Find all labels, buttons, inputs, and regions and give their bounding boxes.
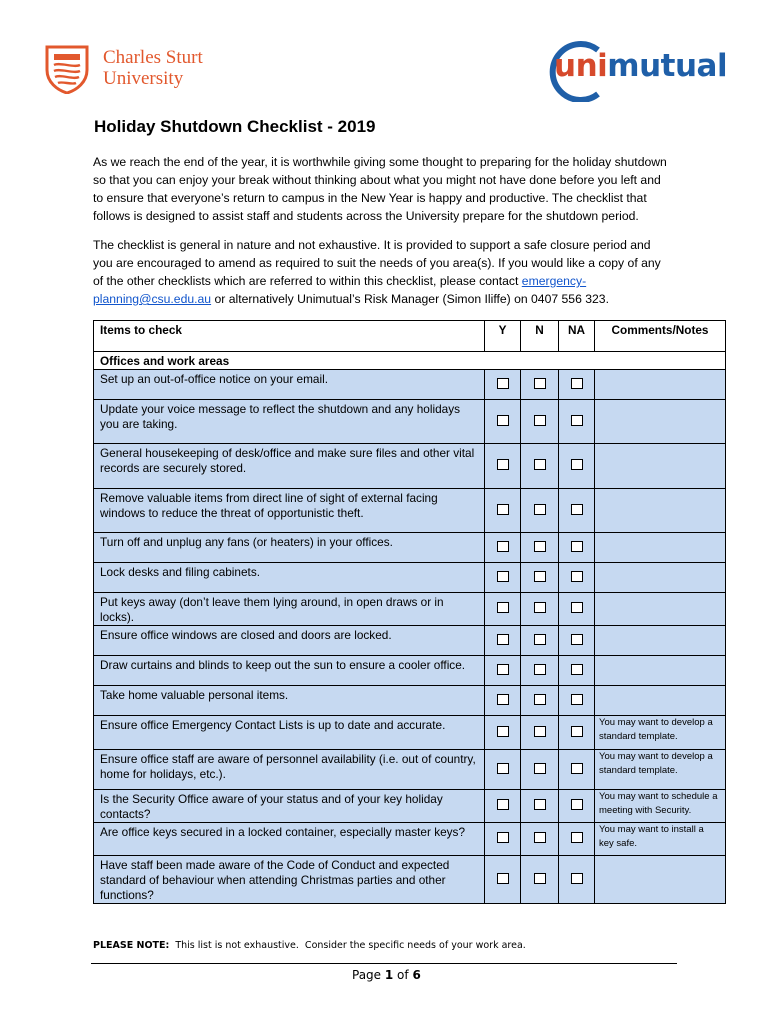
checklist-item-text: Lock desks and filing cabinets. xyxy=(94,563,485,593)
page-number xyxy=(352,968,421,982)
checkbox-na[interactable] xyxy=(571,664,583,675)
checklist-item-text: Update your voice message to reflect the shutdown and any holidays you are taking. xyxy=(94,400,485,444)
table-header-row xyxy=(94,321,726,352)
checkbox-cell-na xyxy=(559,489,595,533)
comments-cell xyxy=(595,656,726,686)
checkbox-na[interactable] xyxy=(571,763,583,774)
header-y: Y xyxy=(485,321,521,352)
checkbox-y[interactable] xyxy=(497,634,509,645)
footer-note-text: This list is not exhaustive. Consider the specific needs of your work area. xyxy=(169,940,526,951)
unimutual-wordmark-mutual: mutual xyxy=(607,48,728,84)
comments-cell: You may want to install a key safe. xyxy=(595,823,726,856)
checkbox-n[interactable] xyxy=(534,763,546,774)
checkbox-cell-n xyxy=(521,750,559,790)
comments-cell xyxy=(595,563,726,593)
checkbox-cell-na xyxy=(559,593,595,626)
checkbox-cell-y xyxy=(485,533,521,563)
checkbox-na[interactable] xyxy=(571,504,583,515)
table-row xyxy=(94,400,726,444)
table-row xyxy=(94,533,726,563)
checkbox-na[interactable] xyxy=(571,415,583,426)
checkbox-cell-na xyxy=(559,656,595,686)
checkbox-n[interactable] xyxy=(534,504,546,515)
comments-cell xyxy=(595,626,726,656)
checkbox-n[interactable] xyxy=(534,571,546,582)
comments-cell xyxy=(595,489,726,533)
comments-cell: You may want to schedule a meeting with Security. xyxy=(595,790,726,823)
checkbox-cell-n xyxy=(521,656,559,686)
checkbox-y[interactable] xyxy=(497,415,509,426)
comments-cell: You may want to develop a standard template. xyxy=(595,750,726,790)
table-row xyxy=(94,489,726,533)
table-row xyxy=(94,370,726,400)
checkbox-cell-y xyxy=(485,750,521,790)
checkbox-na[interactable] xyxy=(571,459,583,470)
comments-cell xyxy=(595,856,726,904)
checkbox-cell-na xyxy=(559,533,595,563)
checkbox-cell-y xyxy=(485,716,521,750)
page-total: 6 xyxy=(412,968,421,982)
instructions-text: The checklist is general in nature and not exhaustive. It is provided to support a safe closure period and you are encouraged to amend as required to suit the needs of you area(s). If you would like a copy of any of the other checklists which are referred to within this checklist, please contact xyxy=(93,238,661,288)
page-word: Page xyxy=(352,968,385,982)
checkbox-na[interactable] xyxy=(571,873,583,884)
checkbox-cell-y xyxy=(485,489,521,533)
checkbox-y[interactable] xyxy=(497,873,509,884)
comments-cell xyxy=(595,533,726,563)
checkbox-n[interactable] xyxy=(534,664,546,675)
checkbox-na[interactable] xyxy=(571,378,583,389)
checkbox-y[interactable] xyxy=(497,726,509,737)
table-row xyxy=(94,626,726,656)
charles-sturt-university-logo xyxy=(44,44,244,94)
header-n: N xyxy=(521,321,559,352)
checkbox-y[interactable] xyxy=(497,602,509,613)
checkbox-cell-y xyxy=(485,400,521,444)
table-row xyxy=(94,750,726,790)
checkbox-cell-na xyxy=(559,444,595,489)
checkbox-cell-y xyxy=(485,656,521,686)
footer-note-label: PLEASE NOTE: xyxy=(93,940,170,951)
table-row xyxy=(94,656,726,686)
checkbox-n[interactable] xyxy=(534,415,546,426)
checkbox-n[interactable] xyxy=(534,378,546,389)
checkbox-cell-y xyxy=(485,823,521,856)
checkbox-y[interactable] xyxy=(497,832,509,843)
checklist-body xyxy=(94,352,726,904)
email-link[interactable]: emergency-planning@csu.edu.au xyxy=(93,274,587,306)
checkbox-na[interactable] xyxy=(571,694,583,705)
comments-cell xyxy=(595,686,726,716)
unimutual-wordmark-uni: uni xyxy=(554,48,608,84)
checkbox-cell-n xyxy=(521,823,559,856)
checkbox-cell-n xyxy=(521,856,559,904)
checkbox-cell-n xyxy=(521,533,559,563)
unimutual-logo xyxy=(548,40,728,102)
checklist-item-text: General housekeeping of desk/office and make sure files and other vital records are securely stored. xyxy=(94,444,485,489)
checkbox-cell-n xyxy=(521,716,559,750)
table-row xyxy=(94,593,726,626)
checkbox-na[interactable] xyxy=(571,799,583,810)
checklist-item-text: Remove valuable items from direct line of sight of external facing windows to reduce the threat of opportunistic theft. xyxy=(94,489,485,533)
checkbox-cell-n xyxy=(521,790,559,823)
checklist-item-text: Put keys away (don’t leave them lying around, in open draws or in locks). xyxy=(94,593,485,626)
checkbox-cell-na xyxy=(559,856,595,904)
page-current: 1 xyxy=(384,968,394,982)
checkbox-n[interactable] xyxy=(534,873,546,884)
checkbox-na[interactable] xyxy=(571,832,583,843)
checkbox-cell-y xyxy=(485,790,521,823)
table-row xyxy=(94,716,726,750)
checkbox-n[interactable] xyxy=(534,694,546,705)
checkbox-cell-y xyxy=(485,444,521,489)
checklist-table xyxy=(93,320,726,904)
checkbox-cell-n xyxy=(521,400,559,444)
checkbox-y[interactable] xyxy=(497,504,509,515)
header-comments: Comments/Notes xyxy=(595,321,726,352)
table-row xyxy=(94,790,726,823)
checkbox-na[interactable] xyxy=(571,634,583,645)
checkbox-cell-y xyxy=(485,563,521,593)
checkbox-na[interactable] xyxy=(571,541,583,552)
header-items: Items to check xyxy=(94,321,485,352)
comments-cell xyxy=(595,370,726,400)
checklist-item-text: Ensure office staff are aware of personnel availability (i.e. out of country, home for holidays, etc.). xyxy=(94,750,485,790)
checkbox-cell-n xyxy=(521,593,559,626)
checklist-item-text: Ensure office Emergency Contact Lists is up to date and accurate. xyxy=(94,716,485,750)
checkbox-y[interactable] xyxy=(497,694,509,705)
checkbox-cell-n xyxy=(521,626,559,656)
checkbox-na[interactable] xyxy=(571,726,583,737)
header-na: NA xyxy=(559,321,595,352)
csu-wordmark-line2: University xyxy=(103,68,184,89)
checkbox-cell-na xyxy=(559,400,595,444)
checkbox-n[interactable] xyxy=(534,832,546,843)
comments-cell xyxy=(595,593,726,626)
checkbox-n[interactable] xyxy=(534,634,546,645)
checkbox-cell-na xyxy=(559,370,595,400)
checkbox-n[interactable] xyxy=(534,726,546,737)
checkbox-y[interactable] xyxy=(497,541,509,552)
checkbox-cell-na xyxy=(559,686,595,716)
checklist-item-text: Turn off and unplug any fans (or heaters) in your offices. xyxy=(94,533,485,563)
checkbox-cell-y xyxy=(485,593,521,626)
checklist-item-text: Is the Security Office aware of your status and of your key holiday contacts? xyxy=(94,790,485,823)
instructions-paragraph xyxy=(93,236,673,308)
checkbox-cell-y xyxy=(485,370,521,400)
comments-cell: You may want to develop a standard template. xyxy=(595,716,726,750)
checkbox-cell-y xyxy=(485,686,521,716)
checkbox-cell-na xyxy=(559,716,595,750)
csu-wordmark xyxy=(103,47,203,89)
page-title: Holiday Shutdown Checklist - 2019 xyxy=(94,117,376,136)
checkbox-y[interactable] xyxy=(497,799,509,810)
checkbox-cell-na xyxy=(559,790,595,823)
table-row xyxy=(94,563,726,593)
checkbox-cell-na xyxy=(559,626,595,656)
checkbox-cell-n xyxy=(521,444,559,489)
checkbox-y[interactable] xyxy=(497,378,509,389)
checkbox-cell-n xyxy=(521,370,559,400)
checkbox-n[interactable] xyxy=(534,602,546,613)
footer-divider xyxy=(91,963,677,964)
checkbox-cell-y xyxy=(485,856,521,904)
comments-cell xyxy=(595,444,726,489)
csu-wordmark-line1: Charles Sturt xyxy=(103,47,203,68)
checkbox-cell-n xyxy=(521,686,559,716)
checkbox-y[interactable] xyxy=(497,571,509,582)
section-row xyxy=(94,352,726,370)
checkbox-cell-na xyxy=(559,823,595,856)
checkbox-y[interactable] xyxy=(497,664,509,675)
section-title: Offices and work areas xyxy=(94,352,726,370)
checkbox-cell-na xyxy=(559,563,595,593)
table-row xyxy=(94,686,726,716)
unimutual-wordmark xyxy=(554,48,727,84)
checkbox-n[interactable] xyxy=(534,459,546,470)
checklist-item-text: Take home valuable personal items. xyxy=(94,686,485,716)
checklist-item-text: Are office keys secured in a locked container, especially master keys? xyxy=(94,823,485,856)
checklist-item-text: Draw curtains and blinds to keep out the sun to ensure a cooler office. xyxy=(94,656,485,686)
checkbox-y[interactable] xyxy=(497,763,509,774)
checkbox-cell-y xyxy=(485,626,521,656)
checkbox-cell-na xyxy=(559,750,595,790)
checkbox-na[interactable] xyxy=(571,571,583,582)
footer-note xyxy=(93,940,526,951)
table-row xyxy=(94,856,726,904)
checklist-item-text: Set up an out-of-office notice on your email. xyxy=(94,370,485,400)
checkbox-na[interactable] xyxy=(571,602,583,613)
checklist-item-text: Ensure office windows are closed and doors are locked. xyxy=(94,626,485,656)
checkbox-y[interactable] xyxy=(497,459,509,470)
comments-cell xyxy=(595,400,726,444)
checkbox-n[interactable] xyxy=(534,541,546,552)
table-row xyxy=(94,823,726,856)
page-of: of xyxy=(393,968,413,982)
checkbox-cell-n xyxy=(521,563,559,593)
table-row xyxy=(94,444,726,489)
checklist-item-text: Have staff been made aware of the Code of Conduct and expected standard of behaviour when attending Christmas parties and other functions? xyxy=(94,856,485,904)
checkbox-cell-n xyxy=(521,489,559,533)
instructions-contact-text: or alternatively Unimutual’s Risk Manager (Simon Iliffe) on 0407 556 323. xyxy=(211,292,609,306)
csu-shield-icon xyxy=(44,44,90,94)
checkbox-n[interactable] xyxy=(534,799,546,810)
intro-paragraph: As we reach the end of the year, it is worthwhile giving some thought to preparing for the holiday shutdown so that you can enjoy your break without thinking about what you might not have done before you left and to ensure that everyone’s return to campus in the New Year is happy and productive. The checklist that follows is designed to assist staff and students across the University prepare for the shutdown period. xyxy=(93,155,667,223)
